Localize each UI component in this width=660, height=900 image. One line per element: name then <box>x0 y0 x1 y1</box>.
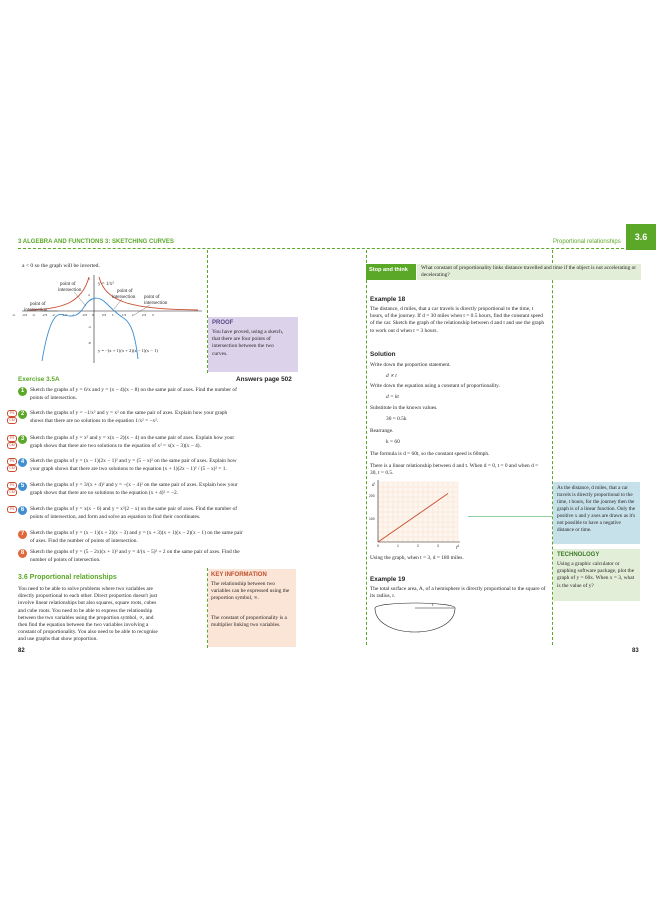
svg-text:intersection: intersection <box>144 301 168 306</box>
left-page-number: 82 <box>18 648 25 654</box>
y-tick-label: -8 <box>88 341 91 345</box>
svg-text:intersection: intersection <box>24 308 48 313</box>
x-tick-label: -3.5 <box>22 313 28 317</box>
section-line: constant of proportionality. You also need to be able to recognise <box>18 629 158 636</box>
section-title: 3.6 Proportional relationships <box>18 574 117 581</box>
hemisphere-diagram <box>370 600 460 648</box>
key-info-p1: The relationship between two variables can be expressed using the proportion symbol, ∝. <box>211 581 290 602</box>
x-tick-label: -1.5 <box>62 313 68 317</box>
exercise-number: 2 <box>18 410 27 419</box>
exercise-badge: PS <box>7 506 17 513</box>
exercise-text: Sketch the graphs of y = x² and y = x(x − 2)(x − 4) on the same pair of axes. Explain how your <box>30 435 235 441</box>
example18-title: Example 18 <box>370 296 406 303</box>
x-tick-label: 2.5 <box>142 313 147 317</box>
exercise-text: Sketch the graphs of y = x(x − 6) and y = x²(2 − x) on the same pair of axes. Find the number of <box>30 506 238 512</box>
exercise-number: 1 <box>18 387 27 396</box>
x-tick-label: 2 <box>132 313 134 317</box>
section-line: directly proportional to each other. Direct proportion doesn't just <box>18 593 158 600</box>
exercise-badge: PS <box>7 410 17 417</box>
dt-y-axis-label: d <box>372 483 375 488</box>
solution-eq-4: k = 60 <box>386 439 400 445</box>
key-information-box <box>208 569 296 647</box>
intro-text: a < 0 so the graph will be inverted. <box>22 263 100 269</box>
right-running-header: Proportional relationships <box>553 239 621 245</box>
solution-eq-3: 30 = 0.5k <box>386 416 407 422</box>
solution-step-5: The formula is d = 60t, so the constant speed is 60mph. <box>370 451 490 457</box>
solution-eq-2: d = kt <box>386 394 399 400</box>
svg-text:intersection: intersection <box>58 288 82 293</box>
exercise-text: graph shows that there are two solutions to the equation of x² = x(x − 3)(x − 4). <box>30 443 201 449</box>
exercise-badge: CM <box>7 442 17 449</box>
dt-y-tick: 200 <box>369 493 375 498</box>
exercise-text: Sketch the graphs of y = −1/x² and y = x² on the same pair of axes. Explain how your graph <box>30 410 228 416</box>
graph-result: Using the graph, when t = 3, d = 180 miles. <box>370 555 464 561</box>
exercise-answers-link[interactable]: Answers page 502 <box>236 376 292 383</box>
section-line: and cube roots. You need to be able to express the relationship <box>18 607 153 614</box>
x-tick-label: 0.5 <box>102 313 107 317</box>
section-line: between the two variables using the proportion symbol, ∝, and <box>18 614 154 621</box>
exercise-badge: CM <box>7 417 17 424</box>
exercise-badge: PS <box>7 435 17 442</box>
hemisphere-bowl <box>375 608 455 632</box>
exercise-badge: CM <box>7 465 17 472</box>
technology-title: TECHNOLOGY <box>557 552 600 558</box>
x-tick-label: -4 <box>12 313 15 317</box>
exercise-text: graph shows that there are no solutions to the equation (x + 4)² = −2. <box>30 490 179 496</box>
solution-step-2: Write down the equation using a constant of proportionality. <box>370 383 500 389</box>
exercise-number: 8 <box>18 549 27 558</box>
example19-body: The total surface area, A, of a hemisphere is directly proportional to the square of its radius, r. <box>370 586 546 600</box>
proof-box <box>208 317 298 372</box>
exercise-text: Sketch the graphs of y = (5 − 2x)(x + 1)² and y = 4/(x − 5)² + 2 on the same pair of axes. Find the <box>30 549 240 555</box>
exercise-badge: CM <box>7 489 17 496</box>
exercise-badge: PS <box>7 482 17 489</box>
intersection-graph <box>12 273 204 365</box>
dt-x-tick: 2 <box>417 544 419 548</box>
exercise-text: Sketch the graphs of y = (x − 1)(x + 2)(x − 3) and y = (x + 3)(x + 1)(x − 2)(x − 1) on the same pair <box>30 530 243 536</box>
center-divider <box>366 250 367 645</box>
x-tick-label: 0 <box>92 313 94 317</box>
solution-step-4: Rearrange. <box>370 428 394 434</box>
svg-text:intersection: intersection <box>112 295 136 300</box>
stop-and-think-label: Stop and think <box>366 264 416 280</box>
right-page-number: 83 <box>632 648 639 654</box>
exercise-text: points of intersection. <box>30 395 77 401</box>
x-tick-label: 3 <box>152 313 154 317</box>
key-info-title: KEY INFORMATION <box>211 572 267 578</box>
dt-x-axis-label: t <box>456 546 458 551</box>
exercise-text: your graph shows that there are two solutions to the equation (x + 1)(2x − 1)² / (5 − x)² = 1. <box>30 466 227 472</box>
poi-right-label: point of <box>144 295 160 300</box>
x-tick-label: -0.5 <box>82 313 88 317</box>
stop-and-think-question-box: What constant of proportionality links distance travelled and time if the object is not accelerating or decelerating? <box>417 264 641 280</box>
dt-x-tick: 1 <box>397 544 399 548</box>
section-body <box>18 586 204 644</box>
solution-step-1: Write down the proportion statement. <box>370 362 451 368</box>
exercise-badge: PS <box>7 458 17 465</box>
proof-body: You have proved, using a sketch, that there are four points of intersection between the two curves. <box>212 329 284 357</box>
x-tick-label: 1.5 <box>122 313 127 317</box>
dt-x-tick: 0 <box>377 544 379 548</box>
exercise-number: 4 <box>18 458 27 467</box>
poi-mid-label: point of <box>117 289 133 294</box>
header-rule <box>18 248 624 249</box>
x-tick-label: -3 <box>32 313 35 317</box>
y-tick-label: -4 <box>88 325 91 329</box>
section-tab: 3.6 <box>626 224 656 250</box>
section-line: involve linear relationships but also squares, square roots, cubes <box>18 600 157 607</box>
poi-left-label: point of <box>30 302 46 307</box>
exercise-text: Sketch the graphs of y = 3/(x + 4)² and y = −(x − 4)² on the same pair of axes. Explain how your <box>30 482 238 488</box>
y-tick-label: 8 <box>88 277 90 281</box>
dt-y-tick: 100 <box>369 516 375 521</box>
exercise-number: 6 <box>18 506 27 515</box>
technology-box <box>553 549 640 601</box>
solution-step-6: There is a linear relationship between d and t. When d = 0, t = 0 and when d = 30, t = 0.5. <box>370 463 539 477</box>
solution-title: Solution <box>370 351 396 358</box>
section-line: You need to be able to solve problems where two variables are <box>18 586 153 592</box>
technology-body: Using a graphic calculator or graphing software package, plot the graph of y = 60x. When x = 3, what is the value of y? <box>557 561 635 589</box>
distance-time-graph <box>368 478 468 550</box>
example19-title: Example 19 <box>370 576 406 583</box>
curve-reciprocal-label: y = 1/x² <box>98 282 114 287</box>
side-note-connector <box>468 516 552 517</box>
hemisphere-radius-label: r <box>432 603 434 608</box>
section-line: and use graphs that show proportion. <box>18 636 98 643</box>
x-tick-label: -1 <box>72 313 75 317</box>
x-tick-label: -2 <box>52 313 55 317</box>
exercise-number: 3 <box>18 435 27 444</box>
exercise-text: number of points of intersection. <box>30 557 101 563</box>
section-line: then find the equation between the two variables involving a <box>18 622 149 629</box>
exercise-text: shows that there are no solutions to the equation 1/x² = −x². <box>30 418 159 424</box>
poi-top-label: point of <box>60 282 76 287</box>
x-tick-label: -2.5 <box>42 313 48 317</box>
exercise-text: points of intersection, and form and solve an equation to find their coordinates. <box>30 514 201 520</box>
left-running-header: 3 ALGEBRA AND FUNCTIONS 3: SKETCHING CURVES <box>18 239 174 245</box>
exercise-title: Exercise 3.5A <box>18 376 60 383</box>
example18-question: The distance, d miles, that a car travels is directly proportional to the time, t hours, of the journey. If d = 30 miles when t = 0.5 hours, find the constant speed of the car. Sketch the graph of the relationship between d and t and use the graph to work out d when t = 3 hours. <box>370 306 545 334</box>
exercise-text: of axes. Find the number of points of intersection. <box>30 538 138 544</box>
key-info-p2: The constant of proportionality is a multiplier linking two variables. <box>211 615 287 629</box>
solution-step-3: Substitute in the known values. <box>370 405 438 411</box>
exercise-number: 5 <box>18 482 27 491</box>
exercise-text: Sketch the graphs of y = (x − 1)(2x − 1)² and y = (5 − x)² on the same pair of axes. Explain how <box>30 458 237 464</box>
x-tick-label: 1 <box>112 313 114 317</box>
y-tick-label: 4 <box>88 293 90 297</box>
proof-title: PROOF <box>212 320 234 326</box>
side-note-box: As the distance, d miles, that a car travels is directly proportional to the time, t hours, for the journey then the graph is of a linear function. Only the positive x and y axes are drawn as it's not possible to have a negative distance or time. <box>553 482 640 544</box>
curve-quartic-label: y = −(x + 1)(x + 2)(x − 1)(x − 1) <box>98 348 158 353</box>
solution-eq-1: d ∝ t <box>386 373 397 379</box>
exercise-text: Sketch the graphs of y = 6/x and y = (x − 4)(x − 8) on the same pair of axes. Find the number of <box>30 387 237 393</box>
exercise-number: 7 <box>18 530 27 539</box>
dt-x-tick: 3 <box>437 544 439 548</box>
dt-x-tick: 4 <box>457 544 459 548</box>
